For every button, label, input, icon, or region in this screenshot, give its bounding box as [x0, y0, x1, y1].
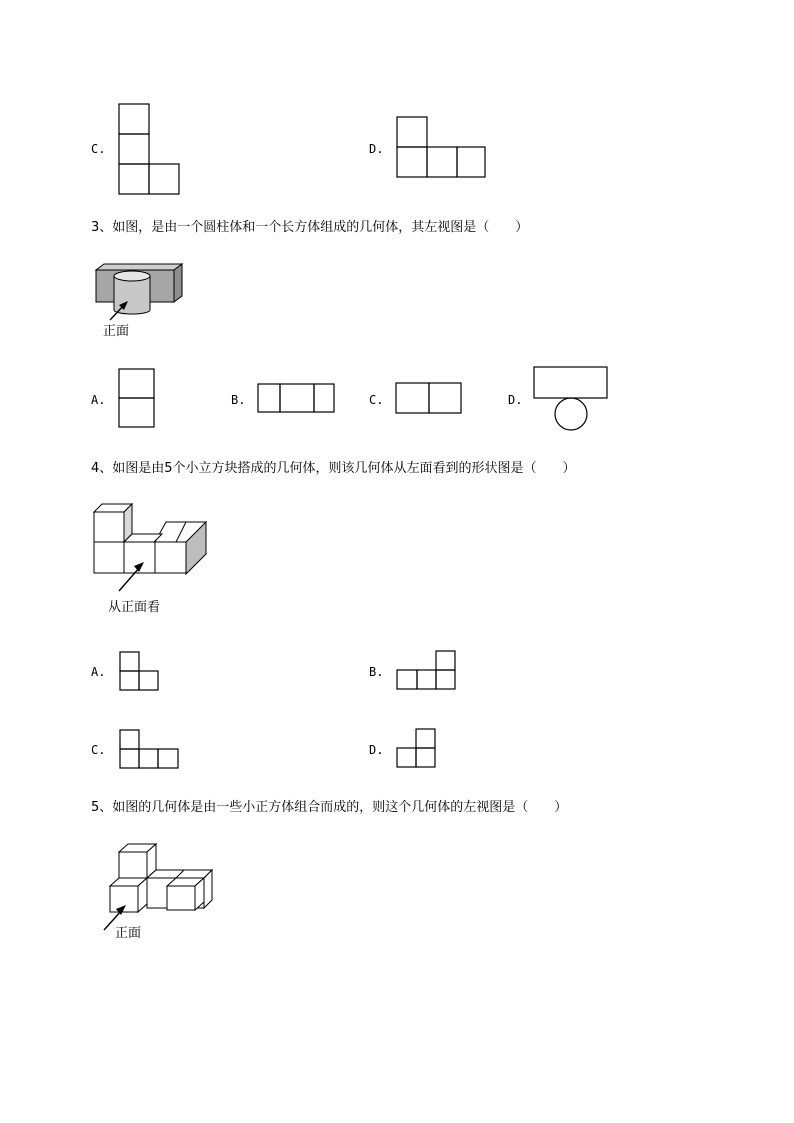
q3-option-a-label: A. [91, 393, 106, 407]
q3-option-b-label: B. [231, 393, 246, 407]
q2-option-c-figure [118, 103, 182, 197]
q3-option-d-figure [533, 366, 611, 434]
q3-option-b-figure [257, 383, 337, 415]
q3-figure-caption: 正面 [103, 324, 130, 339]
q2-option-d-label: D. [369, 142, 384, 156]
q4-main-figure [92, 500, 210, 600]
q4-option-a-label: A. [91, 665, 106, 679]
q4-option-d-label: D. [369, 743, 384, 757]
q4-stem: 4、如图是由5个小立方块搭成的几何体，则该几何体从左面看到的形状图是（ ） [91, 461, 576, 476]
q3-option-c-label: C. [369, 393, 384, 407]
q4-option-b-figure [396, 650, 458, 692]
q4-option-d-figure [396, 728, 438, 770]
q3-option-d-label: D. [508, 393, 523, 407]
q4-option-c-label: C. [91, 743, 106, 757]
q4-option-a-figure [119, 651, 161, 693]
q4-option-c-figure [119, 729, 181, 771]
q4-option-b-label: B. [369, 665, 384, 679]
q3-stem: 3、如图，是由一个圆柱体和一个长方体组成的几何体，其左视图是（ ） [91, 220, 529, 235]
q4-figure-caption: 从正面看 [108, 600, 161, 615]
q5-figure-caption: 正面 [115, 926, 142, 941]
q2-option-c-label: C. [91, 142, 106, 156]
q3-option-a-figure [118, 368, 156, 430]
q5-stem: 5、如图的几何体是由一些小正方体组合而成的，则这个几何体的左视图是（ ） [91, 800, 568, 815]
q3-option-c-figure [395, 382, 465, 416]
q2-option-d-figure [396, 116, 488, 180]
